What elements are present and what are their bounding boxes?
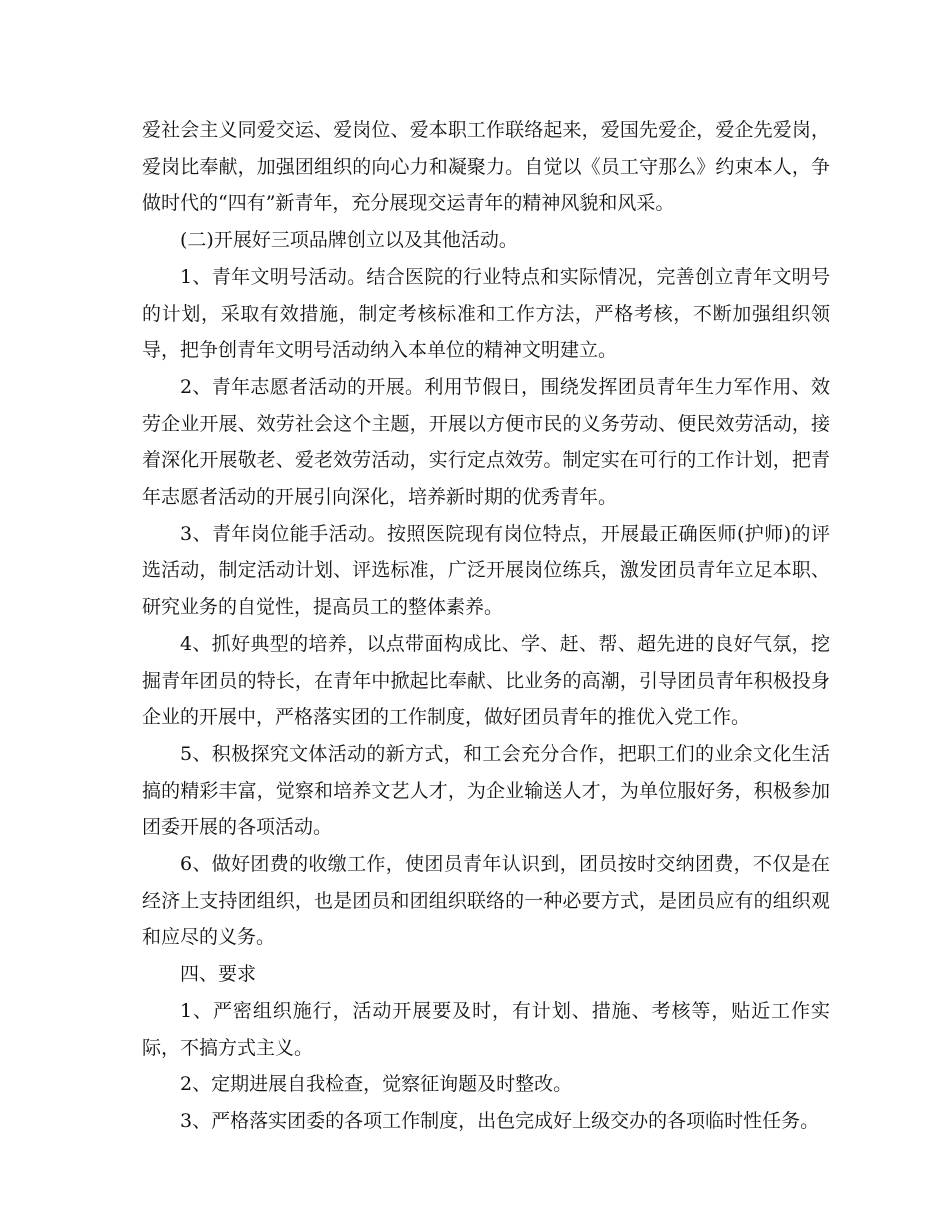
section-heading-requirements: 四、要求 bbox=[180, 963, 257, 986]
paragraph-requirement-1: 1、严密组织施行，活动开展要及时，有计划、措施、考核等，贴近工作实际，不搞方式主义。 bbox=[142, 999, 830, 1059]
section-heading-brand-activities: (二)开展好三项品牌创立以及其他活动。 bbox=[180, 229, 518, 252]
paragraph-requirement-2: 2、定期进展自我检查，觉察征询题及时整改。 bbox=[180, 1073, 573, 1096]
paragraph-continuation: 爱社会主义同爱交运、爱岗位、爱本职工作联络起来，爱国先爱企，爱企先爱岗，爱岗比奉献，加强团组织的向心力和凝聚力。自觉以《员工守那么》约束本人，争做时代的“四有”新青年，充分展现交运青年的精神风貌和风采。 bbox=[142, 119, 830, 215]
paragraph-typical-training: 4、抓好典型的培养，以点带面构成比、学、赶、帮、超先进的良好气氛，挖掘青年团员的特长，在青年中掀起比奉献、比业务的高潮，引导团员青年积极投身企业的开展中，严格落实团的工作制度，做好团员青年的推优入党工作。 bbox=[142, 632, 830, 729]
document-body bbox=[142, 112, 830, 1140]
paragraph-league-fees: 6、做好团费的收缴工作，使团员青年认识到，团员按时交纳团费，不仅是在经济上支持团组织，也是团员和团组织联络的一种必要方式，是团员应有的组织观和应尽的义务。 bbox=[142, 853, 830, 949]
paragraph-youth-civilization: 1、青年文明号活动。结合医院的行业特点和实际情况，完善创立青年文明号的计划，采取有效措施，制定考核标准和工作方法，严格考核，不断加强组织领导，把争创青年文明号活动纳入本单位的精神文明建立。 bbox=[142, 265, 830, 362]
paragraph-cultural-activities: 5、积极探究文体活动的新方式，和工会充分合作，把职工们的业余文化生活搞的精彩丰富，觉察和培养文艺人才，为企业输送人才，为单位服好务，积极参加团委开展的各项活动。 bbox=[142, 742, 830, 839]
paragraph-requirement-3: 3、严格落实团委的各项工作制度，出色完成好上级交办的各项临时性任务。 bbox=[180, 1109, 820, 1132]
paragraph-youth-post-experts: 3、青年岗位能手活动。按照医院现有岗位特点，开展最正确医师(护师)的评选活动，制定活动计划、评选标准，广泛开展岗位练兵，激发团员青年立足本职、研究业务的自觉性，提高员工的整体素养。 bbox=[142, 522, 830, 619]
paragraph-youth-volunteers: 2、青年志愿者活动的开展。利用节假日，围绕发挥团员青年生力军作用、效劳企业开展、效劳社会这个主题，开展以方便市民的义务劳动、便民效劳活动，接着深化开展敬老、爱老效劳活动，实行定点效劳。制定实在可行的工作计划，把青年志愿者活动的开展引向深化，培养新时期的优秀青年。 bbox=[142, 375, 830, 509]
